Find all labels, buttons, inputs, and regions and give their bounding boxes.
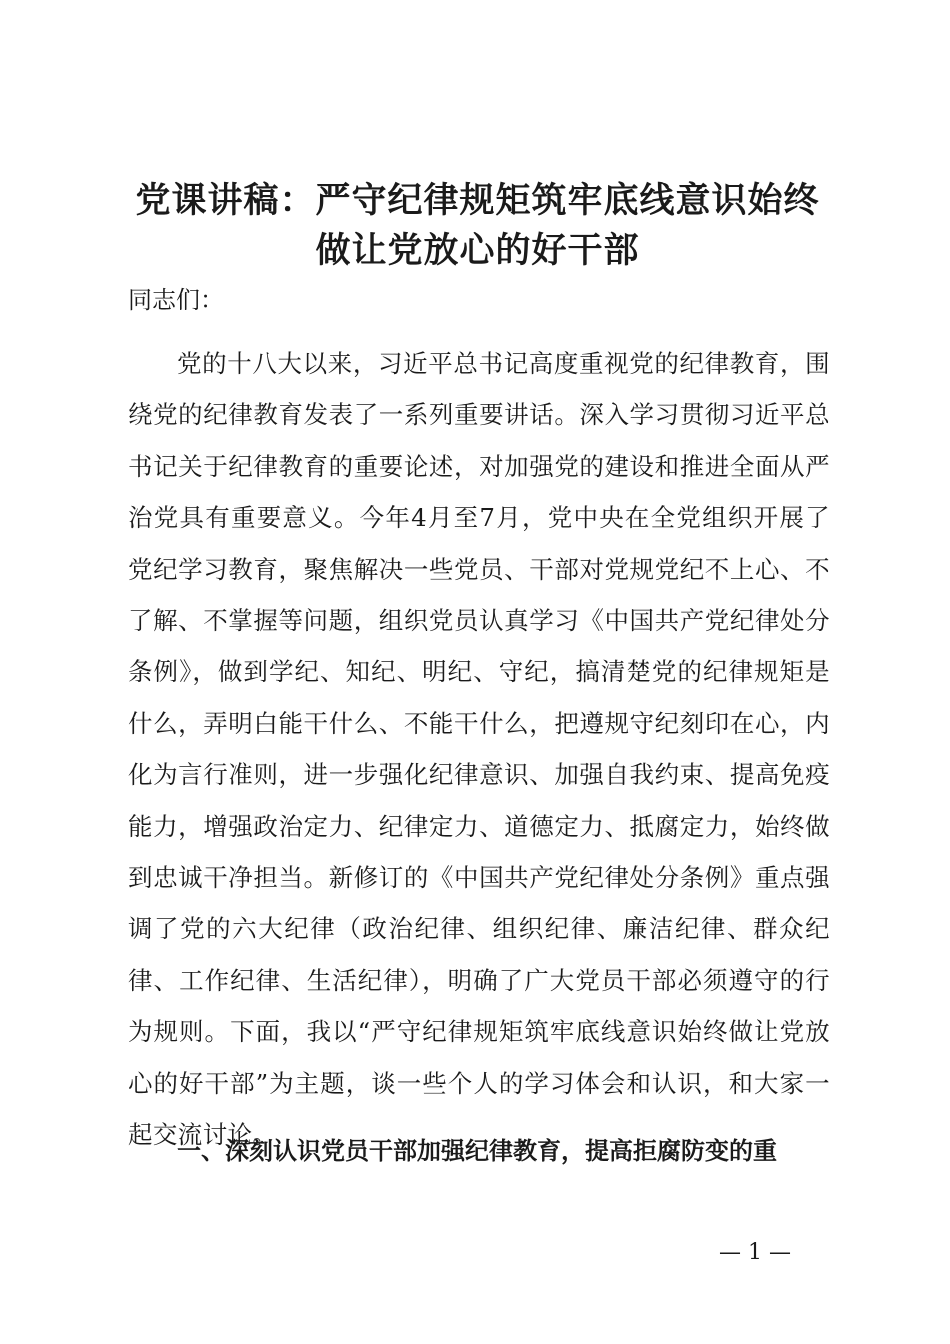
document-title: 党课讲稿：严守纪律规矩筑牢底线意识始终做让党放心的好干部 xyxy=(135,180,820,271)
section-heading: 一、深刻认识党员干部加强纪律教育，提高拒腐防变的重 xyxy=(177,1137,777,1165)
page-number: — 1 — xyxy=(719,1240,791,1265)
body-paragraph: 党的十八大以来，习近平总书记高度重视党的纪律教育，围绕党的纪律教育发表了一系列重要讲话。深入学习贯彻习近平总书记关于纪律教育的重要论述，对加强党的建设和推进全面从严治党具有重要意义。今年4月至7月，党中央在全党组织开展了党纪学习教育，聚焦解决一些党员、干部对党规党纪不上心、不了解、不掌握等问题，组织党员认真学习《中国共产党纪律处分条例》，做到学纪、知纪、明纪、守纪，搞清楚党的纪律规矩是什么，弄明白能干什么、不能干什么，把遵规守纪刻印在心，内化为言行准则，进一步强化纪律意识、加强自我约束、提高免疫能力，增强政治定力、纪律定力、道德定力、抵腐定力，始终做到忠诚干净担当。新修订的《中国共产党纪律处分条例》重点强调了党的六大纪律（政治纪律、组织纪律、廉洁纪律、群众纪律、工作纪律、生活纪律），明确了广大党员干部必须遵守的行为规则。下面，我以“严守纪律规矩筑牢底线意识始终做让党放心的好干部”为主题，谈一些个人的学习体会和认识，和大家一起交流讨论。 xyxy=(128,349,830,1150)
salutation: 同志们： xyxy=(128,286,224,314)
